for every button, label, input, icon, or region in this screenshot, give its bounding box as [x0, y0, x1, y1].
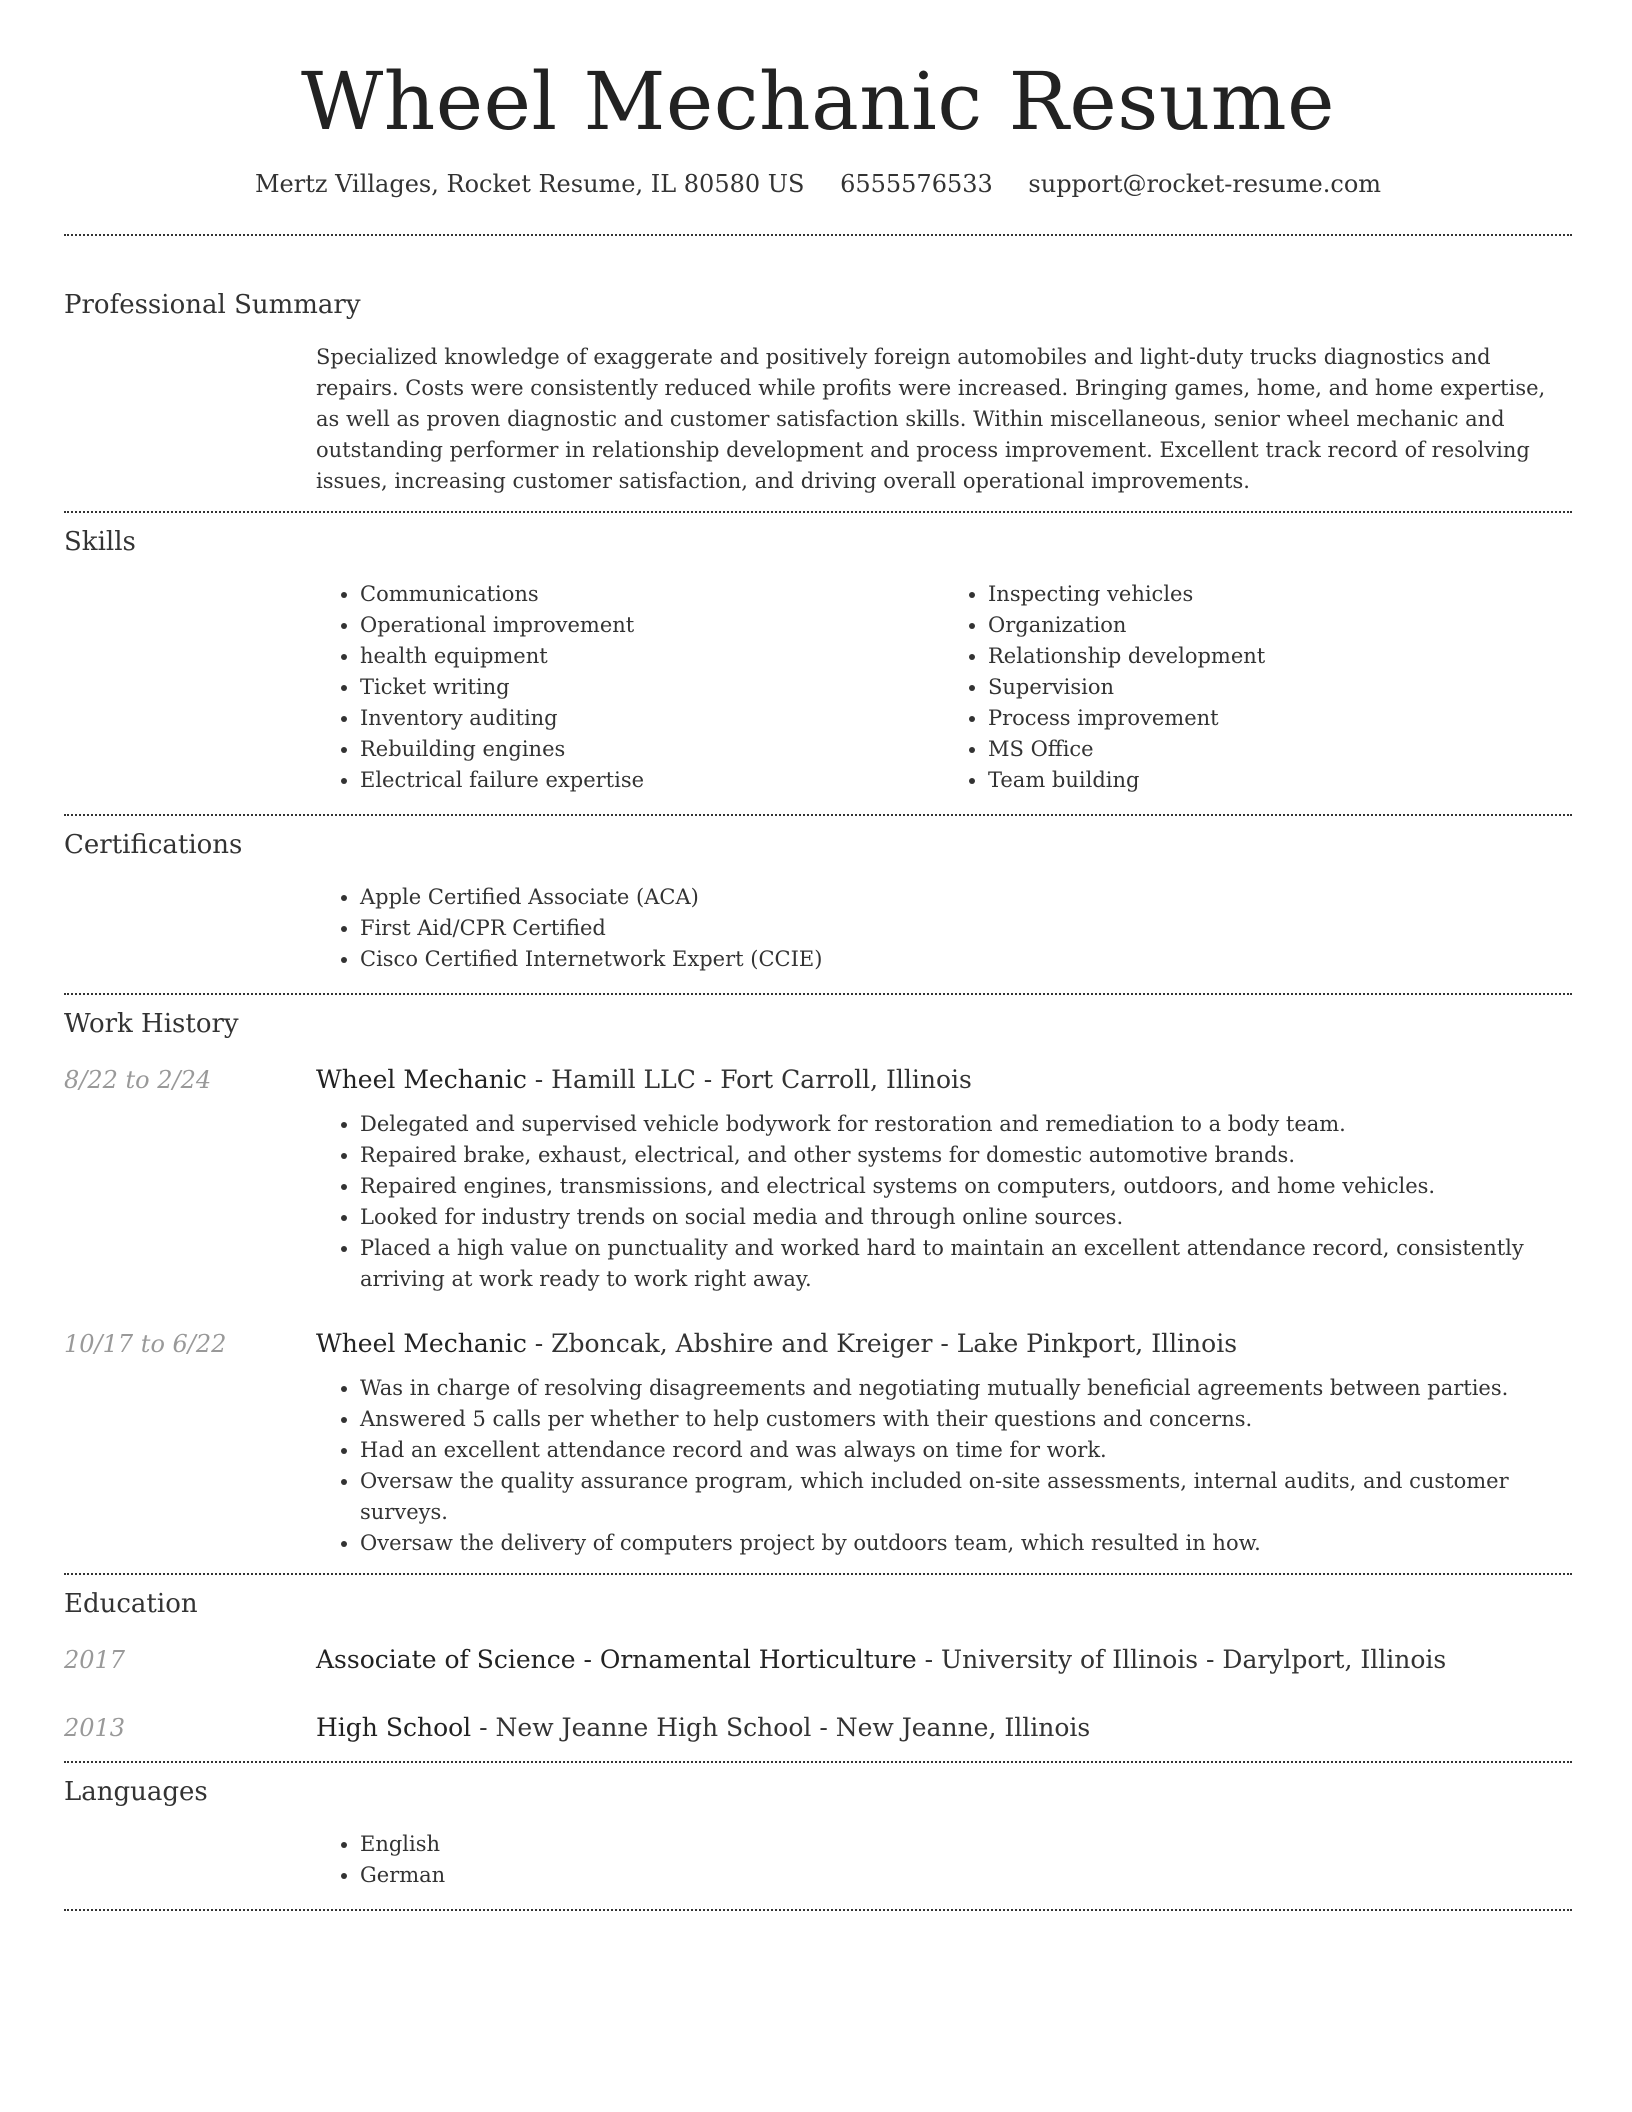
skill-item: • Operational improvement	[360, 610, 944, 641]
contact-email: support@rocket-resume.com	[1028, 170, 1382, 198]
work-history-heading: Work History	[64, 1009, 239, 1039]
education-year: 2013	[64, 1714, 126, 1742]
job-dates: 8/22 to 2/24	[64, 1066, 212, 1094]
education-entry	[64, 1711, 1572, 1745]
job-bullet: • Repaired brake, exhaust, electrical, and other systems for domestic automotive brands.	[360, 1140, 1572, 1171]
job-bullet: • Looked for industry trends on social media and through online sources.	[360, 1202, 1572, 1233]
job-role: Wheel Mechanic	[316, 1065, 527, 1094]
summary-text: Specialized knowledge of exaggerate and positively foreign automobiles and light-duty trucks diagnostics and repairs. Costs were consistently reduced while profits were increased. Bringing games, home, and home expertise, as well as proven diagnostic and customer satisfaction skills. Within miscellaneous, senior wheel mechanic and outstanding performer in relationship development and process improvement. Excellent track record of resolving issues, increasing customer satisfaction, and driving overall operational improvements.	[316, 345, 1546, 493]
skill-item: • Team building	[988, 765, 1572, 796]
certifications-heading: Certifications	[64, 830, 243, 860]
education-degree: Associate of Science - Ornamental Horticulture	[316, 1645, 917, 1674]
section-divider	[64, 1909, 1572, 1911]
job-details: - Zboncak, Abshire and Kreiger - Lake Pinkport, Illinois	[526, 1329, 1238, 1358]
job-bullet: • Oversaw the delivery of computers project by outdoors team, which resulted in how.	[360, 1528, 1572, 1559]
skill-item: • Rebuilding engines	[360, 734, 944, 765]
job-bullets	[316, 1373, 1572, 1559]
skill-item: • Process improvement	[988, 703, 1572, 734]
job-title	[316, 1327, 1237, 1361]
education-title	[316, 1643, 1446, 1677]
education-details: - New Jeanne High School - New Jeanne, Illinois	[471, 1713, 1091, 1742]
education-title	[316, 1711, 1090, 1745]
education-section	[64, 1575, 1572, 1745]
work-history-section	[64, 995, 1572, 1559]
certification-item: • Apple Certified Associate (ACA)	[360, 882, 1572, 913]
job-bullet: • Placed a high value on punctuality and worked hard to maintain an excellent attendance record, consistently arriving at work ready to work right away.	[360, 1233, 1572, 1295]
job-dates: 10/17 to 6/22	[64, 1330, 227, 1358]
contact-phone: 6555576533	[840, 170, 993, 198]
skill-item: • health equipment	[360, 641, 944, 672]
skill-item: • Communications	[360, 579, 944, 610]
education-entry	[64, 1643, 1572, 1677]
contact-line	[64, 168, 1572, 200]
job-bullet: • Oversaw the quality assurance program, which included on-site assessments, internal audits, and customer surveys.	[360, 1466, 1572, 1528]
skill-item: • Ticket writing	[360, 672, 944, 703]
job-bullet: • Had an excellent attendance record and was always on time for work.	[360, 1435, 1572, 1466]
certifications-section	[64, 816, 1572, 975]
job-entry	[64, 1063, 1572, 1295]
summary-heading: Professional Summary	[64, 290, 361, 320]
skill-item: • Inspecting vehicles	[988, 579, 1572, 610]
language-item: • German	[360, 1860, 1572, 1891]
resume-title: Wheel Mechanic Resume	[301, 55, 1335, 148]
education-details: - University of Illinois - Darylport, Illinois	[916, 1645, 1447, 1674]
languages-list	[316, 1829, 1572, 1891]
skill-item: • Electrical failure expertise	[360, 765, 944, 796]
certifications-list	[316, 882, 1572, 975]
contact-address: Mertz Villages, Rocket Resume, IL 80580 US	[254, 170, 805, 198]
job-bullet: • Delegated and supervised vehicle bodywork for restoration and remediation to a body team.	[360, 1109, 1572, 1140]
education-degree: High School	[316, 1713, 472, 1742]
job-bullet: • Was in charge of resolving disagreements and negotiating mutually beneficial agreements between parties.	[360, 1373, 1572, 1404]
skill-item: • MS Office	[988, 734, 1572, 765]
job-title	[316, 1063, 972, 1097]
education-heading: Education	[64, 1589, 198, 1619]
languages-section	[64, 1763, 1572, 1891]
language-item: • English	[360, 1829, 1572, 1860]
skills-list-right	[944, 579, 1572, 796]
certification-item: • First Aid/CPR Certified	[360, 913, 1572, 944]
job-details: - Hamill LLC - Fort Carroll, Illinois	[526, 1065, 972, 1094]
job-bullet: • Repaired engines, transmissions, and electrical systems on computers, outdoors, and home vehicles.	[360, 1171, 1572, 1202]
skills-heading: Skills	[64, 527, 136, 557]
skill-item: • Organization	[988, 610, 1572, 641]
skill-item: • Inventory auditing	[360, 703, 944, 734]
skill-item: • Supervision	[988, 672, 1572, 703]
job-entry	[64, 1327, 1572, 1559]
job-bullet: • Answered 5 calls per whether to help customers with their questions and concerns.	[360, 1404, 1572, 1435]
skills-list-left	[316, 579, 944, 796]
certification-item: • Cisco Certified Internetwork Expert (CCIE)	[360, 944, 1572, 975]
job-role: Wheel Mechanic	[316, 1329, 527, 1358]
summary-section	[64, 236, 1572, 497]
skill-item: • Relationship development	[988, 641, 1572, 672]
education-year: 2017	[64, 1646, 126, 1674]
languages-heading: Languages	[64, 1777, 208, 1807]
resume-page	[64, 0, 1572, 1911]
job-bullets	[316, 1109, 1572, 1295]
skills-section	[64, 513, 1572, 796]
